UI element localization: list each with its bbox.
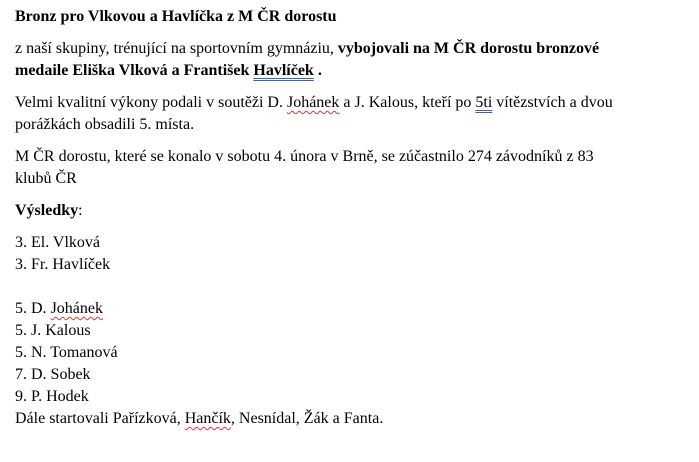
others-started-text-b: , Nesnídal, Žák a Fanta.: [230, 410, 384, 427]
performance-paragraph: [15, 92, 690, 136]
article-title: Bronz pro Vlkovou a Havlíčka z M ČR dorostu: [15, 8, 337, 25]
result-item: 5. J. Kalous: [15, 322, 91, 339]
event-paragraph: [15, 146, 690, 190]
performance-count: 5ti: [475, 94, 493, 111]
intro-bold-1: vybojovali na M ČR dorostu bronzové: [337, 40, 600, 57]
intro-paragraph: [15, 38, 690, 82]
result-item: 5. N. Tomanová: [15, 344, 118, 361]
results-heading: [15, 200, 690, 222]
blank-line: [15, 276, 690, 298]
intro-bold-2-end: .: [313, 62, 322, 79]
intro-name-havlicek: Havlíček: [253, 62, 314, 79]
event-line-2: klubů ČR: [15, 170, 77, 187]
intro-lead: z naší skupiny, trénující na sportovním gymnáziu,: [15, 40, 338, 57]
performance-text-c: vítězstvích a dvou: [492, 94, 613, 111]
performance-text-a: Velmi kvalitní výkony podali v soutěži D.: [15, 94, 287, 111]
others-started-line: [15, 408, 690, 430]
result-prefix: 5. D.: [15, 300, 51, 317]
performance-text-b: a J. Kalous, kteří po: [339, 94, 476, 111]
results-group-1: [15, 232, 690, 276]
performance-line-1: [15, 92, 690, 114]
performance-name-johanek: Johánek: [286, 94, 340, 111]
intro-line-2: [15, 60, 690, 82]
document-body: [15, 6, 690, 430]
result-item: 3. Fr. Havlíček: [15, 256, 111, 273]
others-started-name-hancik: Hančík: [184, 410, 231, 427]
results-group-2: [15, 298, 690, 430]
result-item: 3. El. Vlková: [15, 234, 101, 251]
intro-bold-2a: medaile Eliška Vlková a František: [15, 62, 254, 79]
results-heading-colon: :: [78, 202, 83, 219]
result-name-johanek: Johánek: [50, 300, 103, 317]
performance-line-2: porážkách obsadili 5. místa.: [15, 116, 195, 133]
result-item: 9. P. Hodek: [15, 388, 89, 405]
others-started-text-a: Dále startovali Pařízková,: [15, 410, 185, 427]
result-item: 7. D. Sobek: [15, 366, 91, 383]
result-item: [15, 298, 690, 320]
intro-line-1: [15, 38, 690, 60]
event-line-1: M ČR dorostu, které se konalo v sobotu 4. února v Brně, se zúčastnilo 274 závodníků z 83: [15, 148, 594, 165]
results-heading-label: Výsledky: [15, 202, 79, 219]
